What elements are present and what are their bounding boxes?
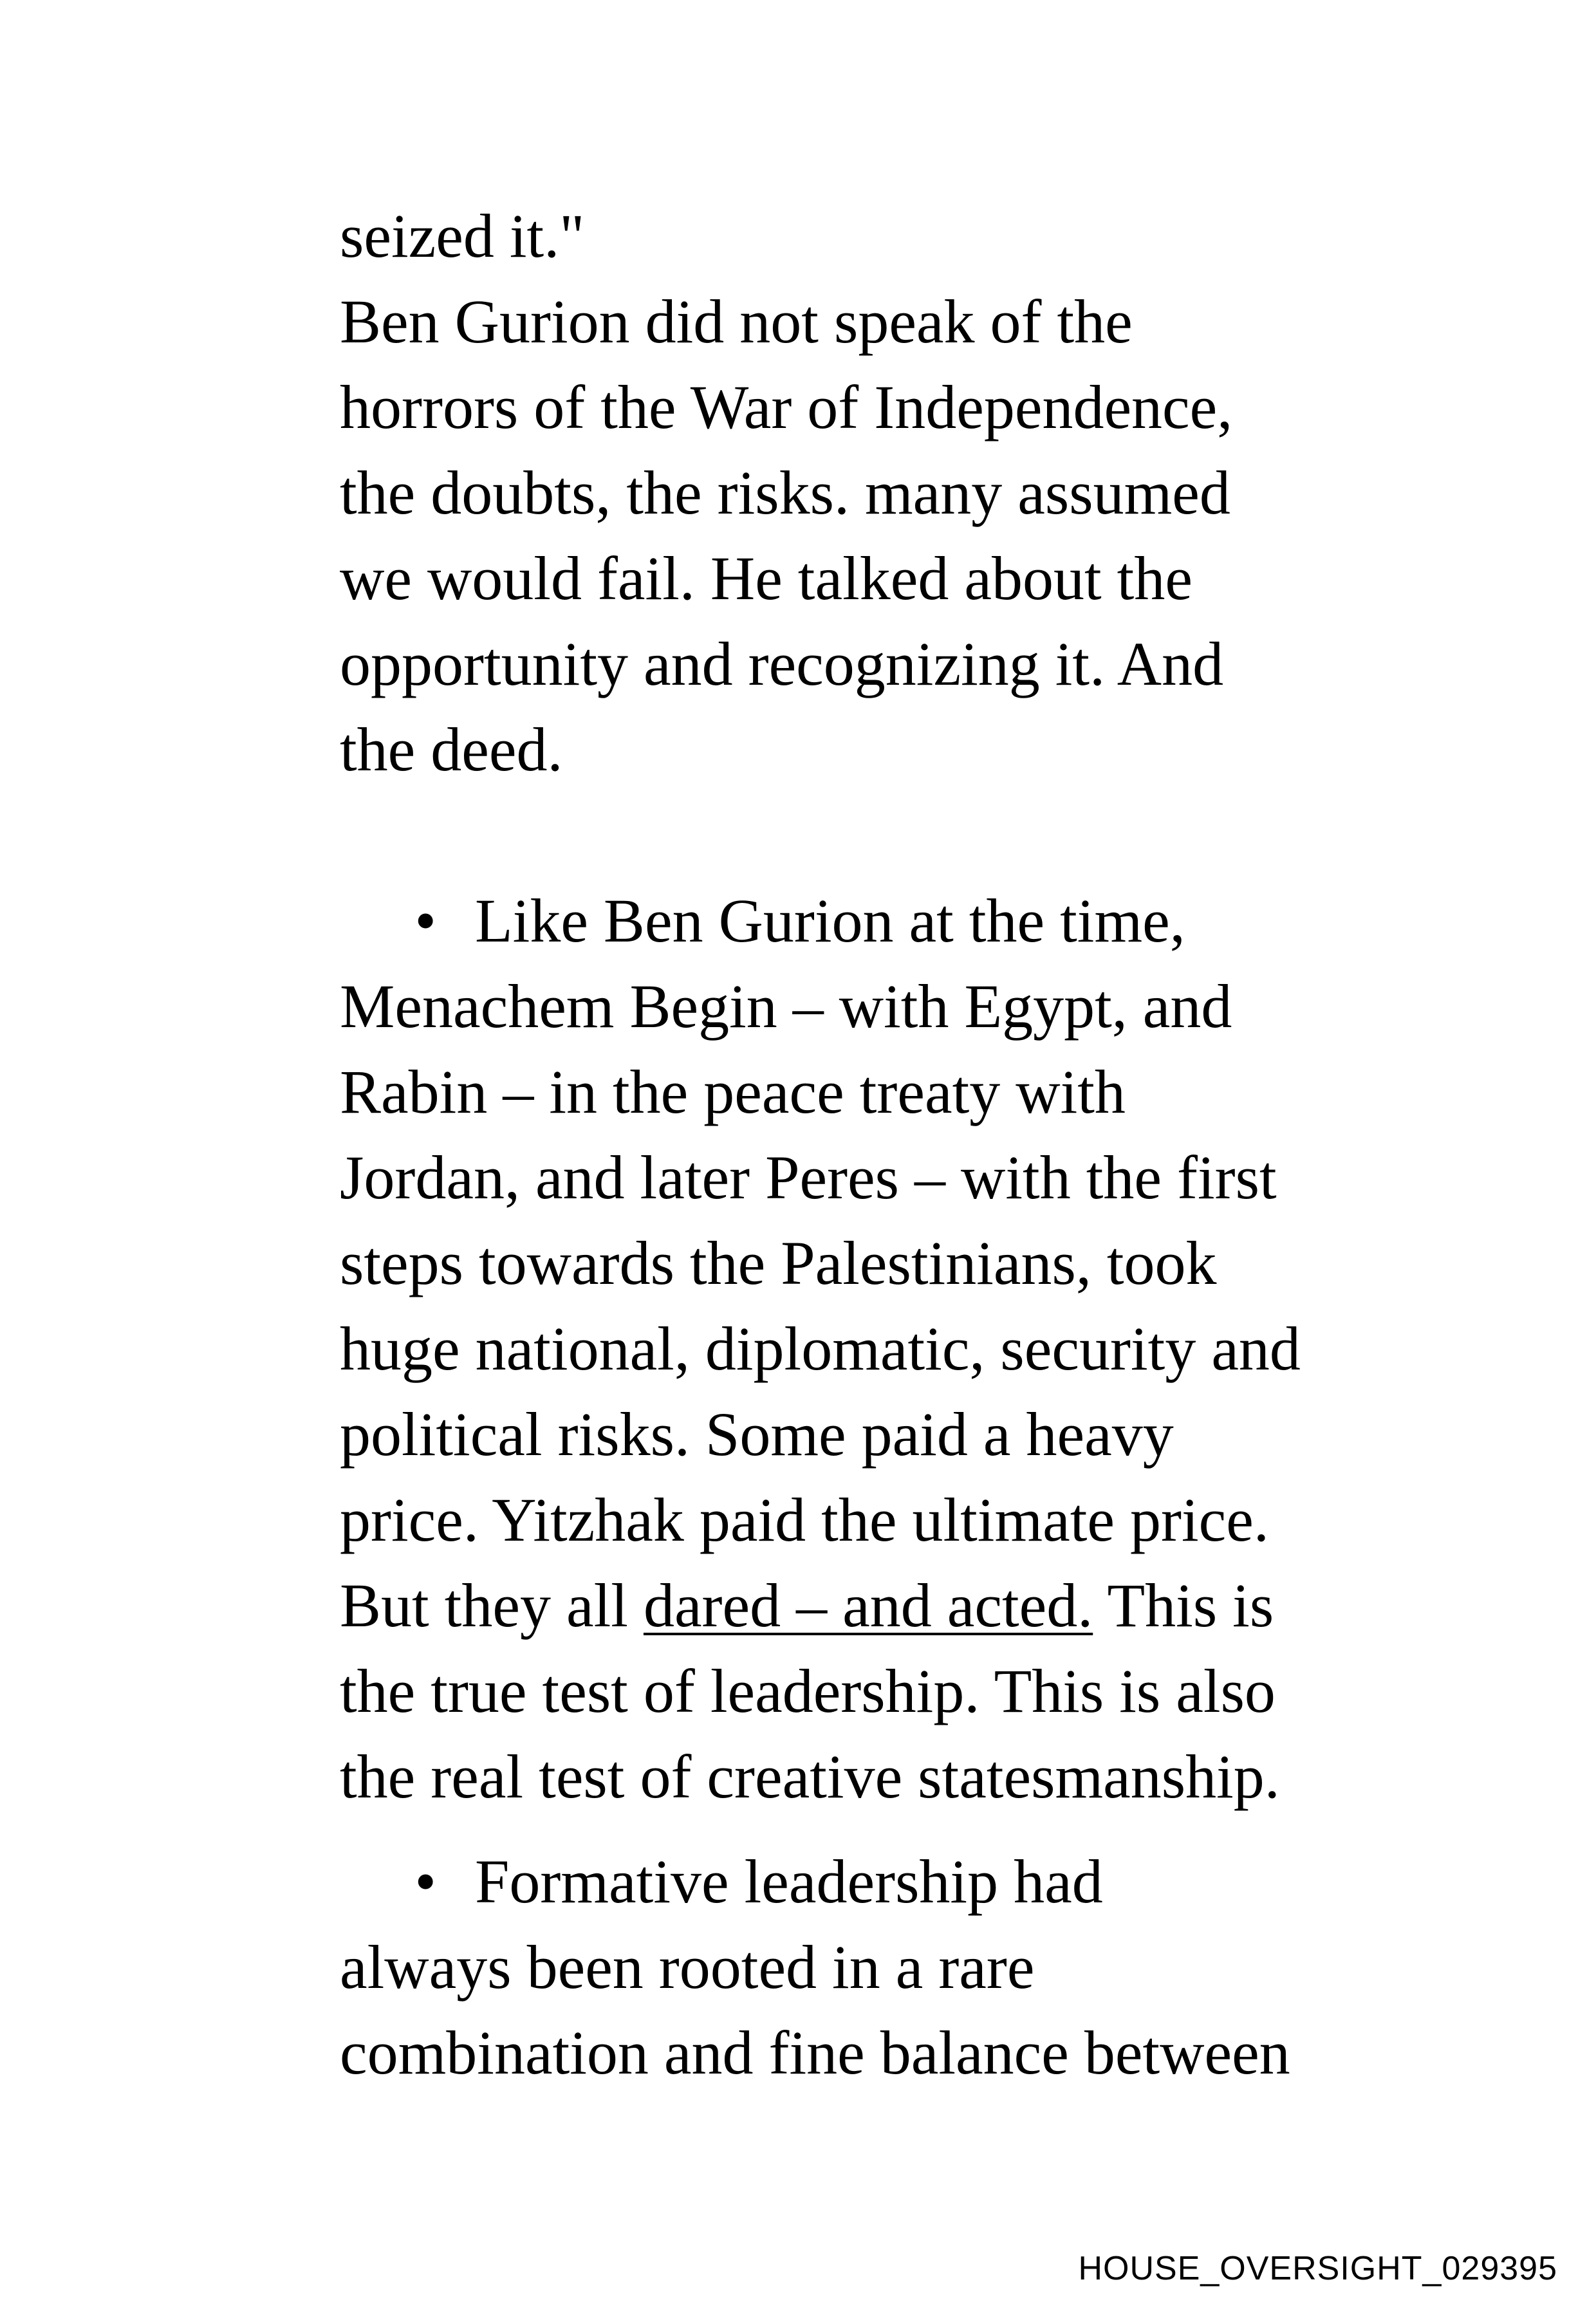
text-line: Menachem Begin – with Egypt, and: [340, 972, 1232, 1041]
text-line: the true test of leadership. This is also: [340, 1657, 1276, 1725]
text-line: Rabin – in the peace treaty with: [340, 1057, 1126, 1126]
text-line: political risks. Some paid a heavy: [340, 1400, 1174, 1469]
bullet-icon: •: [414, 886, 436, 955]
text-line: Ben Gurion did not speak of the: [340, 287, 1133, 356]
text-segment: This is: [1093, 1571, 1274, 1640]
text-line-with-underline: [340, 1563, 1395, 1648]
bullet-icon: •: [414, 1847, 436, 1916]
text-line: seized it.": [340, 201, 585, 270]
text-line: the deed.: [340, 715, 563, 784]
text-line: the real test of creative statesmanship.: [340, 1742, 1280, 1811]
text-line: always been rooted in a rare: [340, 1933, 1035, 2001]
bullet-text: Like Ben Gurion at the time,: [475, 886, 1185, 955]
text-line: horrors of the War of Independence,: [340, 373, 1233, 441]
body-text: [340, 193, 1395, 2095]
text-line: Jordan, and later Peres – with the first: [340, 1143, 1277, 1212]
text-line: huge national, diplomatic, security and: [340, 1314, 1301, 1383]
text-line: combination and fine balance between: [340, 2018, 1290, 2087]
bullet-item-first-line: [340, 878, 1395, 963]
paragraph-spacer: [340, 1819, 1395, 1839]
text-line: the doubts, the risks. many assumed: [340, 458, 1230, 527]
bullet-item-first-line: [340, 1839, 1395, 1924]
text-line: steps towards the Palestinians, took: [340, 1229, 1217, 1297]
text-line: price. Yitzhak paid the ultimate price.: [340, 1485, 1269, 1554]
bates-number: HOUSE_OVERSIGHT_029395: [1078, 2250, 1557, 2287]
underlined-phrase: dared – and acted.: [643, 1571, 1093, 1640]
text-line: we would fail. He talked about the: [340, 544, 1192, 613]
paragraph-spacer: [340, 792, 1395, 878]
text-segment: But they all: [340, 1571, 644, 1640]
bullet-text: Formative leadership had: [475, 1847, 1103, 1916]
text-line: opportunity and recognizing it. And: [340, 629, 1224, 698]
